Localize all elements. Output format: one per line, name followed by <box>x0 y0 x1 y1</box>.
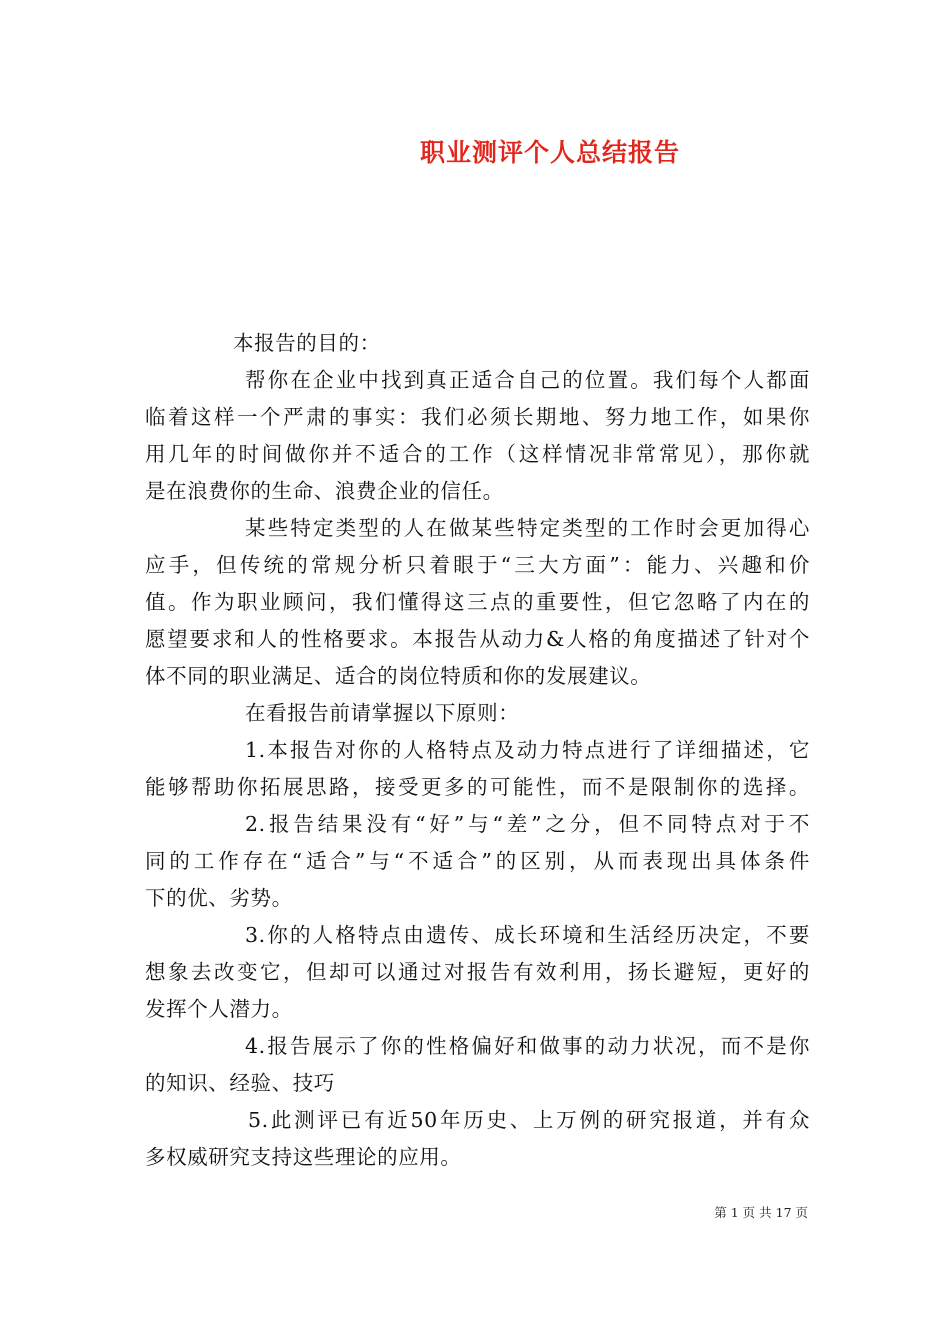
text-line: 1.本报告对你的人格特点及动力特点进行了详细描述，它 <box>245 738 810 762</box>
text-line: 应手，但传统的常规分析只着眼于“三大方面”：能力、兴趣和价 <box>145 553 810 577</box>
text-line: 体不同的职业满足、适合的岗位特质和你的发展建议。 <box>145 664 652 688</box>
text-line: 2.报告结果没有“好”与“差”之分，但不同特点对于不 <box>245 812 810 836</box>
text-line: 值。作为职业顾问，我们懂得这三点的重要性，但它忽略了内在的 <box>145 590 810 614</box>
text-line: 是在浪费你的生命、浪费企业的信任。 <box>145 479 504 503</box>
text-line: 临着这样一个严肃的事实：我们必须长期地、努力地工作，如果你 <box>145 405 810 429</box>
text-line: 5.此测评已有近50年历史、上万例的研究报道，并有众 <box>248 1108 810 1132</box>
text-line: 4.报告展示了你的性格偏好和做事的动力状况，而不是你 <box>245 1034 810 1058</box>
text-line: 能够帮助你拓展思路，接受更多的可能性，而不是限制你的选择。 <box>145 775 810 799</box>
text-line: 下的优、劣势。 <box>145 886 293 910</box>
text-line: 同的工作存在“适合”与“不适合”的区别，从而表现出具体条件 <box>145 849 810 873</box>
text-line: 多权威研究支持这些理论的应用。 <box>145 1145 462 1169</box>
report-body <box>145 325 810 1176</box>
text-line: 帮你在企业中找到真正适合自己的位置。我们每个人都面 <box>245 368 810 392</box>
page-number: 第 1 页 共 17 页 <box>714 1205 808 1220</box>
text-line: 用几年的时间做你并不适合的工作（这样情况非常常见），那你就 <box>145 442 810 466</box>
text-line: 愿望要求和人的性格要求。本报告从动力&人格的角度描述了针对个 <box>145 627 810 651</box>
text-line: 本报告的目的： <box>233 331 381 355</box>
text-line: 某些特定类型的人在做某些特定类型的工作时会更加得心 <box>245 516 810 540</box>
text-line: 的知识、经验、技巧 <box>145 1071 335 1095</box>
text-line: 发挥个人潜力。 <box>145 997 293 1021</box>
page-title: 职业测评个人总结报告 <box>419 138 680 167</box>
text-line: 3.你的人格特点由遗传、成长环境和生活经历决定，不要 <box>245 923 810 947</box>
text-line: 想象去改变它，但却可以通过对报告有效利用，扬长避短，更好的 <box>145 960 810 984</box>
text-line: 在看报告前请掌握以下原则： <box>245 701 520 725</box>
